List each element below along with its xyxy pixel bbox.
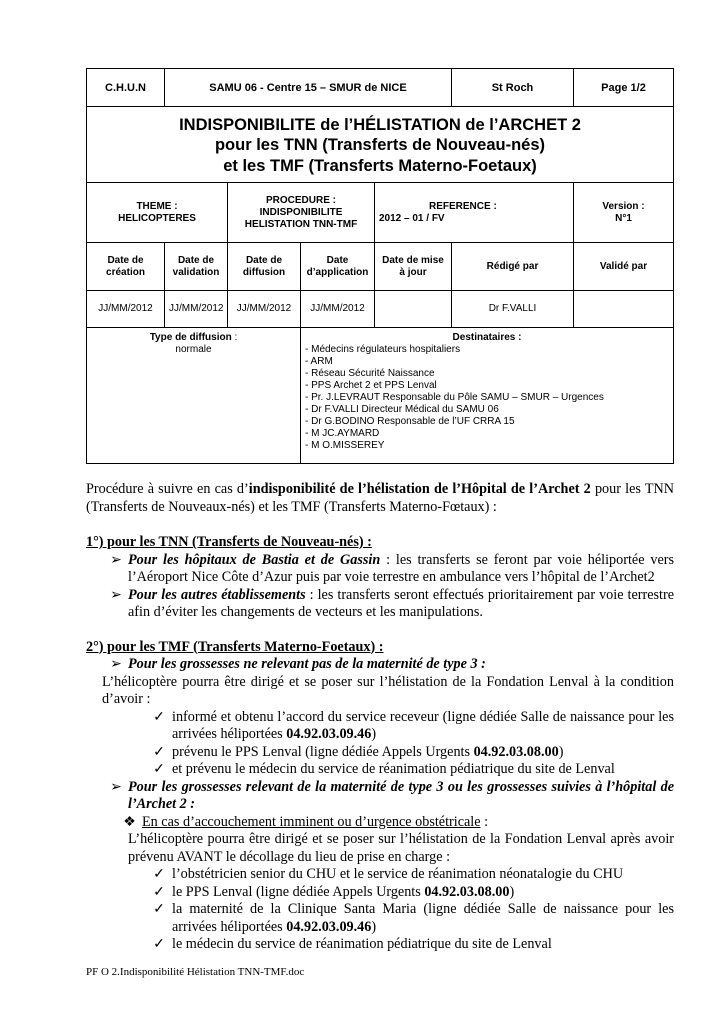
- item-emphasis: Pour les grossesses ne relevant pas de la maternité de type 3 :: [128, 656, 486, 672]
- destinataire-item: - Dr F.VALLI Directeur Médical du SAMU 06: [305, 404, 499, 415]
- item-text-end: ): [558, 743, 564, 760]
- version-value: N°1: [615, 212, 632, 224]
- procedure-body: [86, 481, 674, 954]
- diffusion-label: Type de diffusion: [149, 332, 232, 343]
- check-bullet-icon: ✓: [153, 866, 165, 882]
- item-text-end: ): [371, 918, 377, 935]
- header-valide-par: Validé par: [574, 243, 674, 291]
- item-text-end: ): [371, 726, 377, 742]
- reference-cell: [375, 183, 574, 243]
- procedure-value-1: INDISPONIBILITE: [259, 206, 343, 218]
- destinataire-item: - Dr G.BODINO Responsable de l’UF CRRA 15: [305, 416, 515, 427]
- reference-label: REFERENCE :: [429, 200, 497, 212]
- list-item: [86, 709, 674, 744]
- item-emphasis: Pour les grossesses relevant de la maternité de type 3 ou les grossesses suivies à l’hôpital de l’Archet 2 :: [128, 778, 674, 812]
- list-item: [86, 814, 674, 832]
- version-cell: [574, 183, 674, 243]
- date-value-diffusion: JJ/MM/2012: [228, 291, 301, 328]
- title-line-2: pour les TNN (Transferts de Nouveau-nés): [214, 136, 546, 155]
- date-header-mise-a-jour: Date de mise à jour: [375, 243, 452, 291]
- destinataire-item: - Pr. J.LEVRAUT Responsable du Pôle SAMU – SMUR – Urgences: [305, 392, 604, 403]
- phone-number: 04.92.03.09.46: [286, 726, 372, 742]
- version-label: Version :: [602, 200, 645, 212]
- title-line-3: et les TMF (Transferts Materno-Foetaux): [223, 156, 537, 175]
- destinataires-label: Destinataires :: [452, 332, 522, 343]
- diffusion-colon: :: [231, 332, 238, 343]
- redige-par-value: Dr F.VALLI: [452, 291, 574, 328]
- footer-filename: PF O 2.Indisponibilité Hélistation TNN-TMF.doc: [86, 966, 305, 978]
- header-table: [86, 68, 674, 464]
- list-item: [86, 761, 674, 779]
- item-text: : les transferts seront effectués prioritairement par voie terrestre afin d’éviter les changements de vecteurs et les manipulations.: [128, 586, 674, 620]
- document-title: [87, 107, 674, 183]
- item-emphasis: Pour les hôpitaux de Bastia et de Gassin: [128, 551, 381, 568]
- list-item: [86, 779, 674, 814]
- destinataire-item: - ARM: [305, 356, 333, 367]
- date-value-mise-a-jour: [375, 291, 452, 328]
- date-value-application: JJ/MM/2012: [301, 291, 375, 328]
- item-text: : les transferts se feront par voie héliportée vers l’Aéroport Nice Côte d’Azur puis par voie terrestre en ambulance vers l’hôpital de l’Archet2: [128, 551, 674, 585]
- destinataires-list: [305, 344, 669, 452]
- diffusion-value: normale: [175, 344, 212, 355]
- list-item: [86, 901, 674, 936]
- destinataire-item: - Réseau Sécurité Naissance: [305, 368, 435, 379]
- emergency-paragraph: L’hélicoptère pourra être dirigé et se poser sur l’hélistation de la Fondation Lenval après avoir prévenu AVANT le décollage du lieu de prise en charge :: [128, 831, 674, 865]
- item-emphasis: Pour les autres établissements: [128, 586, 306, 603]
- destinataire-item: - M JC.AYMARD: [305, 428, 380, 439]
- destinataire-item: - M O.MISSEREY: [305, 440, 385, 451]
- item-heading: En cas d’accouchement imminent ou d’urgence obstétricale: [142, 813, 481, 830]
- list-item: [86, 884, 674, 902]
- phone-number: 04.92.03.08.00: [424, 883, 510, 900]
- arrow-bullet-icon: ➢: [110, 586, 122, 603]
- list-item: [86, 656, 674, 674]
- list-item: [86, 866, 674, 884]
- item-text: et prévenu le médecin du service de réanimation pédiatrique du site de Lenval: [172, 761, 615, 777]
- check-bullet-icon: ✓: [153, 708, 165, 725]
- check-bullet-icon: ✓: [153, 936, 165, 952]
- item-colon: :: [480, 813, 489, 830]
- destinataire-item: - Médecins régulateurs hospitaliers: [305, 344, 461, 355]
- phone-number: 04.92.03.09.46: [286, 918, 372, 935]
- procedure-cell: [228, 183, 375, 243]
- destinataire-item: - PPS Archet 2 et PPS Lenval: [305, 380, 437, 391]
- item-text: le médecin du service de réanimation pédiatrique du site de Lenval: [172, 936, 552, 952]
- diffusion-cell: [87, 328, 301, 464]
- intro-text: Procédure à suivre en cas d’: [86, 481, 249, 497]
- site-cell: St Roch: [452, 69, 574, 107]
- item-text: informé et obtenu l’accord du service receveur (ligne dédiée Salle de naissance pour les arrivées héliportées: [172, 708, 674, 742]
- intro-bold-text: indisponibilité de l’hélistation de l’Hôpital de l’Archet 2: [248, 481, 591, 497]
- arrow-bullet-icon: ➢: [110, 551, 122, 568]
- title-line-1: INDISPONIBILITE de l’HÉLISTATION de l’ARCHET 2: [179, 115, 581, 134]
- list-item: [86, 936, 674, 954]
- condition-paragraph: L’hélicoptère pourra être dirigé et se poser sur l’hélistation de la Fondation Lenval à la condition d’avoir :: [102, 673, 674, 707]
- list-item: [86, 552, 674, 587]
- intro-text-end: pour les TNN (Transferts de Nouveaux-nés) et les TMF (Transferts Materno-Fœtaux) :: [86, 481, 674, 515]
- intro-paragraph: [86, 481, 674, 516]
- theme-value: HELICOPTERES: [118, 212, 196, 224]
- item-text: le PPS Lenval (ligne dédiée Appels Urgents: [172, 883, 425, 900]
- item-text: la maternité de la Clinique Santa Maria (ligne dédiée Salle de naissance pour les arrivées héliportées: [172, 901, 674, 935]
- date-header-application: Date d’application: [301, 243, 375, 291]
- check-bullet-icon: ✓: [153, 743, 165, 760]
- page-cell: Page 1/2: [574, 69, 674, 107]
- phone-number: 04.92.03.08.00: [473, 743, 559, 760]
- theme-cell: [87, 183, 228, 243]
- item-text-end: ): [509, 883, 515, 900]
- arrow-bullet-icon: ➢: [110, 656, 122, 672]
- date-header-creation: Date de création: [87, 243, 165, 291]
- valide-par-value: [574, 291, 674, 328]
- org-cell: C.H.U.N: [87, 69, 165, 107]
- item-text: l’obstétricien senior du CHU et le service de réanimation néonatalogie du CHU: [172, 866, 624, 882]
- destinataires-cell: [301, 328, 674, 464]
- list-item: [86, 744, 674, 762]
- procedure-label: PROCEDURE :: [265, 194, 336, 206]
- procedure-value-2: HELISTATION TNN-TMF: [244, 218, 358, 230]
- reference-value: 2012 – 01 / FV: [379, 212, 445, 224]
- arrow-bullet-icon: ➢: [110, 778, 122, 795]
- theme-label: THEME :: [136, 200, 178, 212]
- item-text: prévenu le PPS Lenval (ligne dédiée Appels Urgents: [172, 743, 474, 760]
- diamond-bullet-icon: ❖: [123, 813, 136, 830]
- check-bullet-icon: ✓: [153, 883, 165, 900]
- section-1-title: 1°) pour les TNN (Transferts de Nouveau-nés) :: [86, 534, 372, 550]
- date-header-validation: Date de validation: [165, 243, 228, 291]
- list-item: [86, 587, 674, 622]
- section-2-title: 2°) pour les TMF (Transferts Materno-Foetaux) :: [86, 638, 384, 655]
- date-value-validation: JJ/MM/2012: [165, 291, 228, 328]
- service-cell: SAMU 06 - Centre 15 – SMUR de NICE: [165, 69, 452, 107]
- date-value-creation: JJ/MM/2012: [87, 291, 165, 328]
- header-redige-par: Rédigé par: [452, 243, 574, 291]
- date-header-diffusion: Date de diffusion: [228, 243, 301, 291]
- check-bullet-icon: ✓: [153, 761, 165, 777]
- check-bullet-icon: ✓: [153, 901, 165, 917]
